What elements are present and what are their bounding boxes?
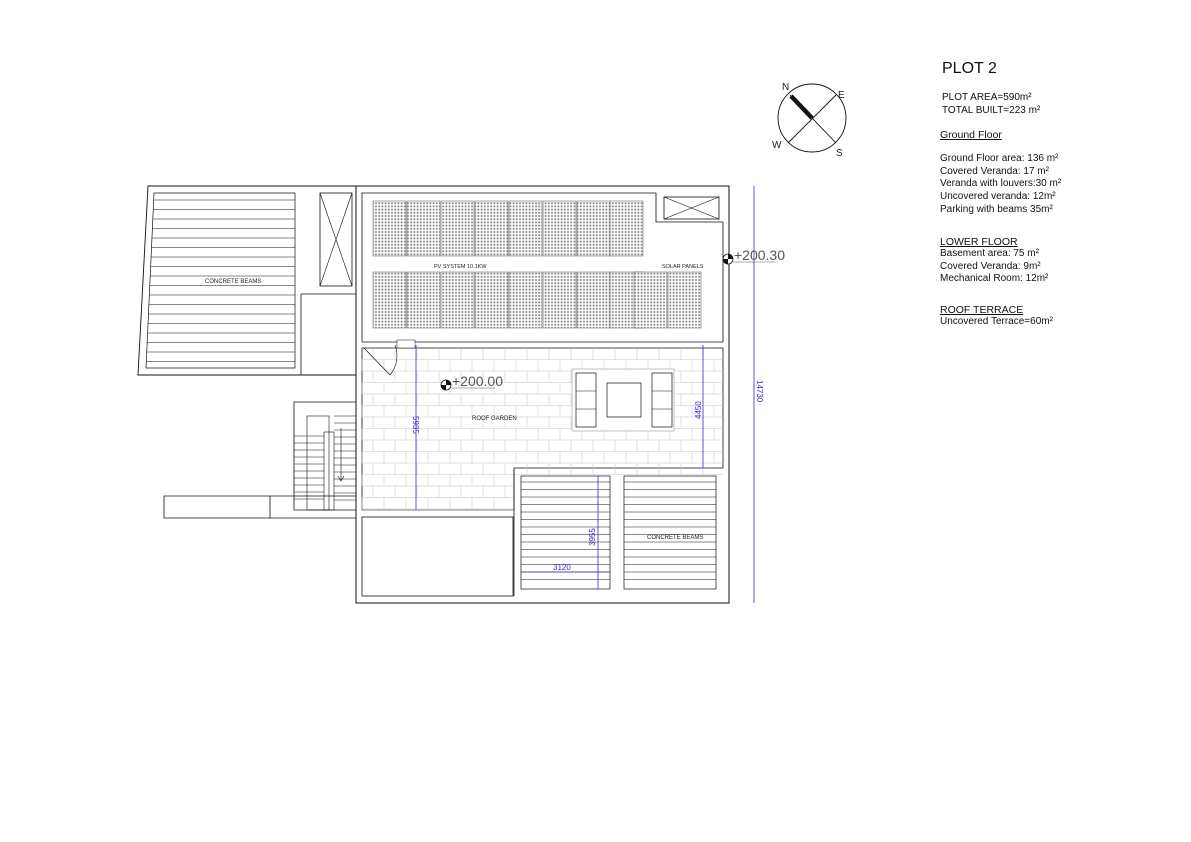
pv-panel [407, 272, 440, 328]
lower-floor-line: Covered Veranda: 9m² [940, 260, 1041, 272]
label-concrete-beams-left: CONCRETE BEAMS [205, 279, 262, 285]
compass-label-south: S [836, 148, 843, 159]
label-roof-garden: ROOF GARDEN [472, 416, 517, 422]
coffee-table [607, 383, 641, 417]
dim-text-14730: 14730 [755, 380, 764, 403]
roof-plan [356, 186, 729, 603]
level-value-roof: +200.00 [452, 373, 503, 389]
sofa-left [576, 373, 596, 427]
solar-panel [634, 272, 667, 328]
level-marker-upper-fill-b [723, 259, 728, 264]
door-frame [397, 340, 415, 348]
plot-info-panel [940, 60, 1180, 329]
compass-label-north: N [782, 82, 790, 93]
pv-panel [577, 272, 610, 328]
pv-panel [509, 201, 542, 256]
ground-floor-line: Covered Veranda: 17 m² [940, 165, 1049, 177]
ground-floor-line: Parking with beams 35m² [940, 203, 1053, 215]
left-pergola [138, 186, 356, 375]
ground-floor-line: Veranda with louvers:30 m² [940, 178, 1062, 190]
entry-ramp [164, 496, 356, 518]
pv-panel [407, 201, 440, 256]
plot-title: PLOT 2 [942, 60, 997, 77]
north-arrow-compass [772, 82, 846, 159]
label-concrete-beams-right: CONCRETE BEAMS [647, 535, 704, 541]
sofa-right [652, 373, 672, 427]
pv-panel [475, 272, 508, 328]
dim-text-3955: 3955 [588, 528, 597, 546]
pv-panel-row-top [373, 201, 643, 256]
lower-floor-line: Basement area: 75 m² [940, 248, 1039, 260]
staircase [164, 402, 356, 518]
compass-label-west: W [772, 140, 782, 151]
level-value-upper: +200.30 [734, 247, 785, 263]
solar-panel [668, 272, 701, 328]
pv-panel [610, 201, 643, 256]
pv-panel [475, 201, 508, 256]
ground-floor-list [940, 153, 1180, 216]
outdoor-furniture [572, 369, 674, 431]
pv-panel [373, 272, 406, 328]
pv-panel [543, 201, 576, 256]
label-solar-panels: SOLAR PANELS [662, 264, 704, 270]
ground-floor-line: Ground Floor area: 136 m² [940, 153, 1059, 165]
lower-floor-line: Mechanical Room: 12m² [940, 273, 1049, 285]
stair-treads [294, 416, 356, 500]
pergola-wall [301, 294, 356, 375]
dim-text-3120: 3120 [553, 563, 571, 572]
roof-terrace-line: Uncovered Terrace=60m² [940, 315, 1053, 327]
pv-panel [441, 201, 474, 256]
lower-roof-slab [362, 517, 513, 596]
solar-panel-group-right [634, 272, 701, 328]
ground-floor-heading: Ground Floor [940, 129, 1002, 142]
pv-panel [441, 272, 474, 328]
dim-text-4450: 4450 [694, 401, 703, 419]
roof-terrace-heading: ROOF TERRACE [940, 303, 1024, 316]
roof-terrace-list [940, 316, 1180, 329]
plot-area-text: PLOT AREA=590m² [942, 92, 1032, 103]
compass-label-east: E [838, 90, 845, 101]
ground-floor-line: Uncovered veranda: 12m² [940, 190, 1056, 202]
pv-panel [509, 272, 542, 328]
pv-panel-row-bottom [373, 272, 643, 328]
dim-text-5935: 5935 [411, 416, 420, 434]
plot-summary [940, 92, 1180, 117]
pv-panel [577, 201, 610, 256]
lower-floor-list [940, 248, 1180, 286]
label-pv-system: PV SYSTEM 10.1KW [434, 264, 487, 270]
lower-floor-heading: LOWER FLOOR [940, 236, 1018, 249]
concrete-beams-right [624, 482, 716, 580]
total-built-text: TOTAL BUILT=223 m² [942, 104, 1041, 116]
compass-north-needle [791, 96, 812, 118]
pv-panel [543, 272, 576, 328]
pv-panel [373, 201, 406, 256]
stair-outline [294, 402, 356, 510]
level-marker-upper-fill-a [728, 254, 733, 259]
